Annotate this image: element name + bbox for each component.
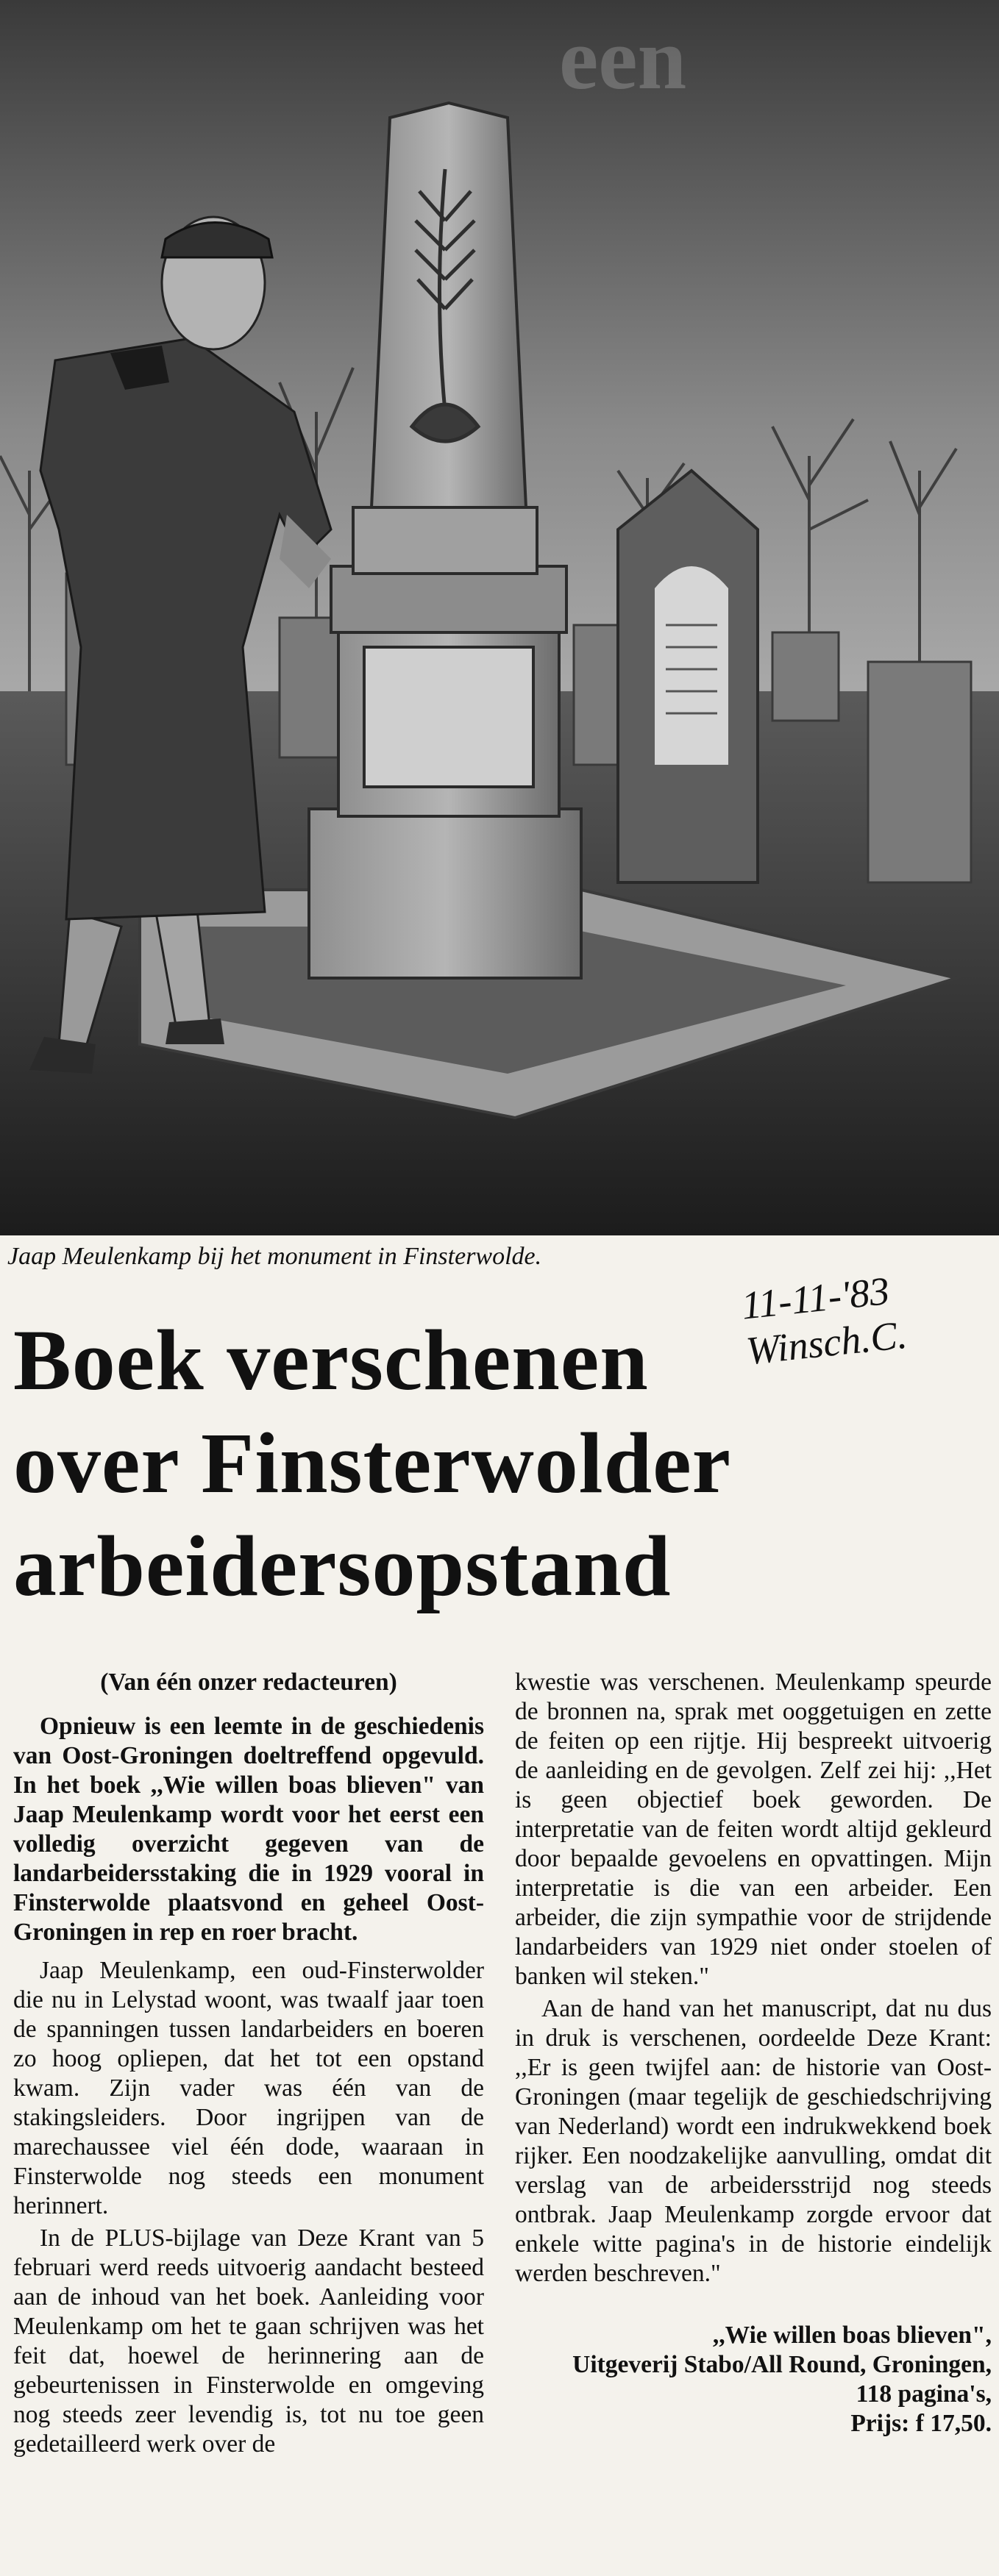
book-info xyxy=(515,2321,992,2438)
body-paragraph: Jaap Meulenkamp, een oud-Finsterwolder die nu in Lelystad woont, was twaalf jaar toen de spanningen tussen landarbeiders en boeren zo hoog opliepen, dat het tot een opstand kwam. Zijn vader was één van de stakingsleiders. Door ingrijpen van de marechaussee viel één dode, waaraan in Finsterwolde nog steeds een monument herinnert. xyxy=(13,1957,484,2219)
headline-line-1: Boek verschenen xyxy=(13,1312,649,1408)
photo-caption: Jaap Meulenkamp bij het monument in Finsterwolde. xyxy=(7,1243,542,1270)
byline: (Van één onzer redacteuren) xyxy=(100,1669,397,1696)
book-pages: 118 pagina's, xyxy=(856,2380,992,2408)
body-paragraph: Aan de hand van het manuscript, dat nu dus in druk is verschenen, oordeelde Deze Krant: ,,Er is geen twijfel aan: de historie van Oost-Groningen (maar tegelijk de geschiedschrijving van Nederland) wordt een indrukwekkend boek rijker. Een noodzakelijke aanvulling, omdat dit verslag van de arbeidersstrijd nog steeds ontbrak. Jaap Meulenkamp zorgde ervoor dat enkele witte pagina's in de historie eindelijk werden beschreven." xyxy=(515,1995,992,2287)
article-headline xyxy=(13,1309,992,1618)
headline-line-2: over Finsterwolder xyxy=(13,1415,731,1511)
body-paragraph: In de PLUS-bijlage van Deze Krant van 5 februari werd reeds uitvoerig aandacht besteed aan de inhoud van het boek. Aanleiding voor Meulenkamp om het te gaan schrijven was het feit dat, hoewel de herinnering aan de gebeurtenissen in Finsterwolde en omgeving nog steeds zeer levendig is, tot nu toe geen gedetailleerd werk over de xyxy=(13,2224,484,2458)
book-price: Prijs: f 17,50. xyxy=(850,2410,992,2437)
lead-paragraph: Opnieuw is een leemte in de geschiedenis van Oost-Groningen doeltreffend opgevuld. In het boek ,,Wie willen boas blieven" van Jaap Meulenkamp wordt voor het eerst een volledig overzicht gegeven van de landarbeidersstaking die in 1929 vooral in Finsterwolde plaatsvond en geheel Oost-Groningen in rep en roer bracht. xyxy=(13,1713,484,1946)
book-title: ,,Wie willen boas blieven", xyxy=(712,2322,992,2349)
handwritten-date: 11-11-'83 xyxy=(739,1268,892,1328)
article-column-left xyxy=(13,1668,484,2462)
handwritten-source: Winsch.C. xyxy=(744,1312,909,1374)
article-body xyxy=(0,1668,999,2576)
monument-photo-illustration xyxy=(0,0,999,1235)
svg-text:een: een xyxy=(559,10,687,107)
headline-line-3: arbeidersopstand xyxy=(13,1518,672,1614)
book-publisher: Uitgeverij Stabo/All Round, Groningen, xyxy=(572,2351,992,2378)
news-photo xyxy=(0,0,999,1235)
body-paragraph: kwestie was verschenen. Meulenkamp speurde de bronnen na, sprak met ooggetuigen en zette de feiten op een rijtje. Hij bespreekt uitvoerig de aanleiding en de gevolgen. Zelf zei hij: ,,Het is geen objectief boek geworden. De interpretatie van de feiten wordt altijd gekleurd door bepaalde gevoelens en opvattingen. Mijn interpretatie is die van een arbeider. Een arbeider, die zijn sympathie voor de strijdende landarbeiders van 1929 niet onder stoelen of banken wil steken." xyxy=(515,1669,992,1990)
article-column-right xyxy=(515,1668,992,2438)
